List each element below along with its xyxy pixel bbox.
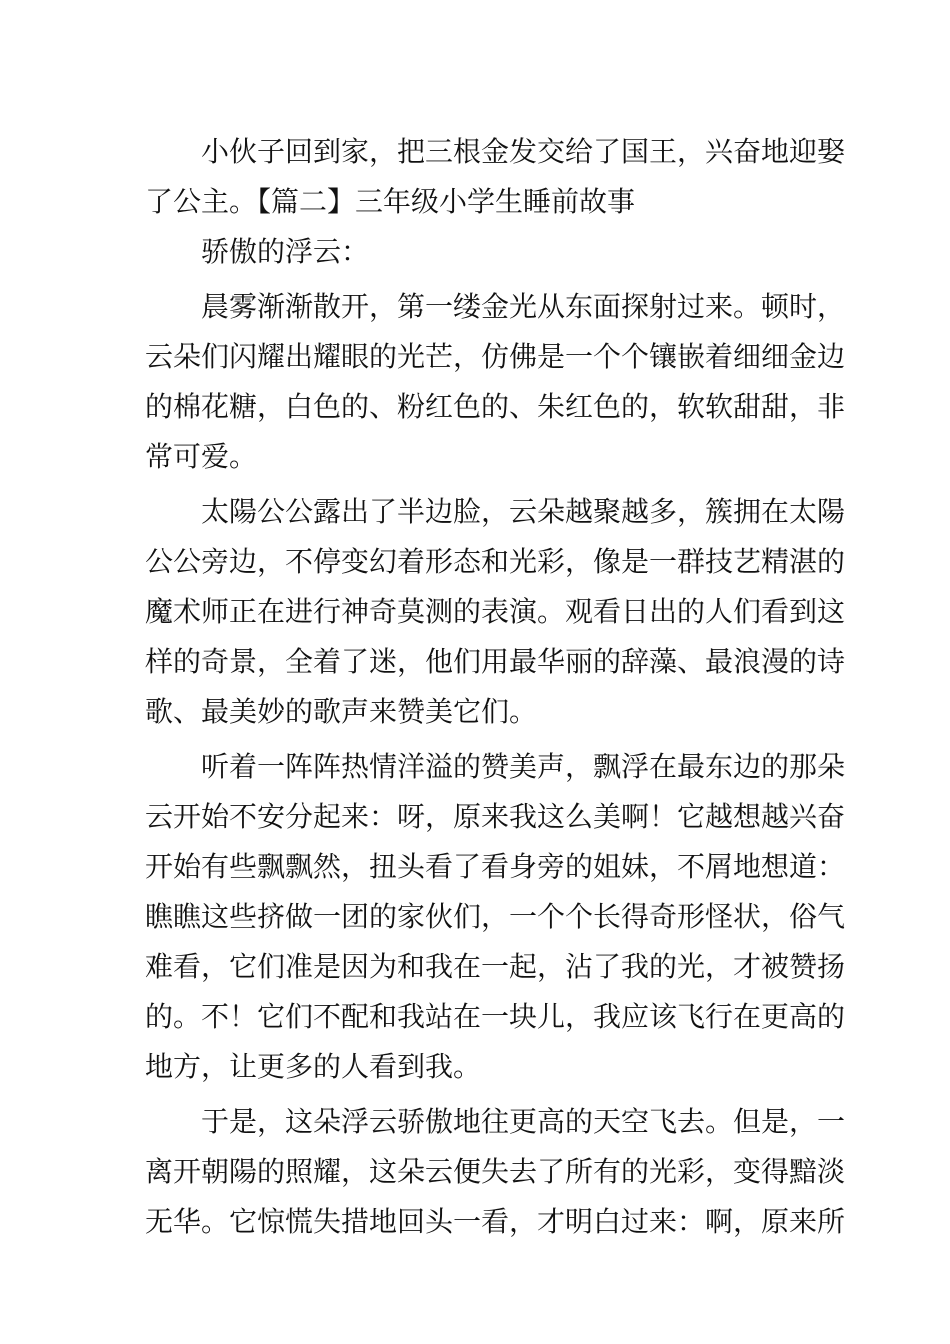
text-line: 离开朝陽的照耀，这朵云便失去了所有的光彩，变得黯淡 xyxy=(145,1155,846,1188)
text-line: 云朵们闪耀出耀眼的光芒，仿佛是一个个镶嵌着细细金边 xyxy=(145,340,846,373)
text-line: 听着一阵阵热情洋溢的赞美声，飘浮在最东边的那朵 xyxy=(201,750,846,783)
text-line: 云开始不安分起来：呀，原来我这么美啊！它越想越兴奋 xyxy=(145,800,846,833)
text-line: 难看，它们准是因为和我在一起，沾了我的光，才被赞扬 xyxy=(145,950,846,983)
text-line: 的。不！它们不配和我站在一块儿，我应该飞行在更高的 xyxy=(145,1000,846,1033)
text-line: 晨雾渐渐散开，第一缕金光从东面探射过来。顿时， xyxy=(201,290,846,323)
text-line: 瞧瞧这些挤做一团的家伙们，一个个长得奇形怪状，俗气 xyxy=(145,900,846,933)
text-line: 公公旁边，不停变幻着形态和光彩，像是一群技艺精湛的 xyxy=(145,545,846,578)
document-body xyxy=(145,127,846,1247)
text-line: 小伙子回到家，把三根金发交给了国王，兴奋地迎娶 xyxy=(201,135,846,168)
story-title: 骄傲的浮云： xyxy=(201,235,370,268)
text-line: 于是，这朵浮云骄傲地往更高的天空飞去。但是，一 xyxy=(201,1105,846,1138)
text-line: 无华。它惊慌失措地回头一看，才明白过来：啊，原来所 xyxy=(145,1205,846,1238)
text-line: 的棉花糖，白色的、粉红色的、朱红色的，软软甜甜，非 xyxy=(145,390,846,423)
text-line: 了公主。【篇二】三年级小学生睡前故事 xyxy=(145,185,636,218)
text-line: 常可爱。 xyxy=(145,440,258,473)
text-line: 开始有些飘飘然，扭头看了看身旁的姐妹，不屑地想道： xyxy=(145,850,846,883)
text-line: 魔术师正在进行神奇莫测的表演。观看日出的人们看到这 xyxy=(145,595,846,628)
text-line: 样的奇景，全着了迷，他们用最华丽的辞藻、最浪漫的诗 xyxy=(145,645,846,678)
text-line: 歌、最美妙的歌声来赞美它们。 xyxy=(145,695,538,728)
text-line: 地方，让更多的人看到我。 xyxy=(145,1050,482,1083)
text-line: 太陽公公露出了半边脸，云朵越聚越多，簇拥在太陽 xyxy=(201,495,846,528)
